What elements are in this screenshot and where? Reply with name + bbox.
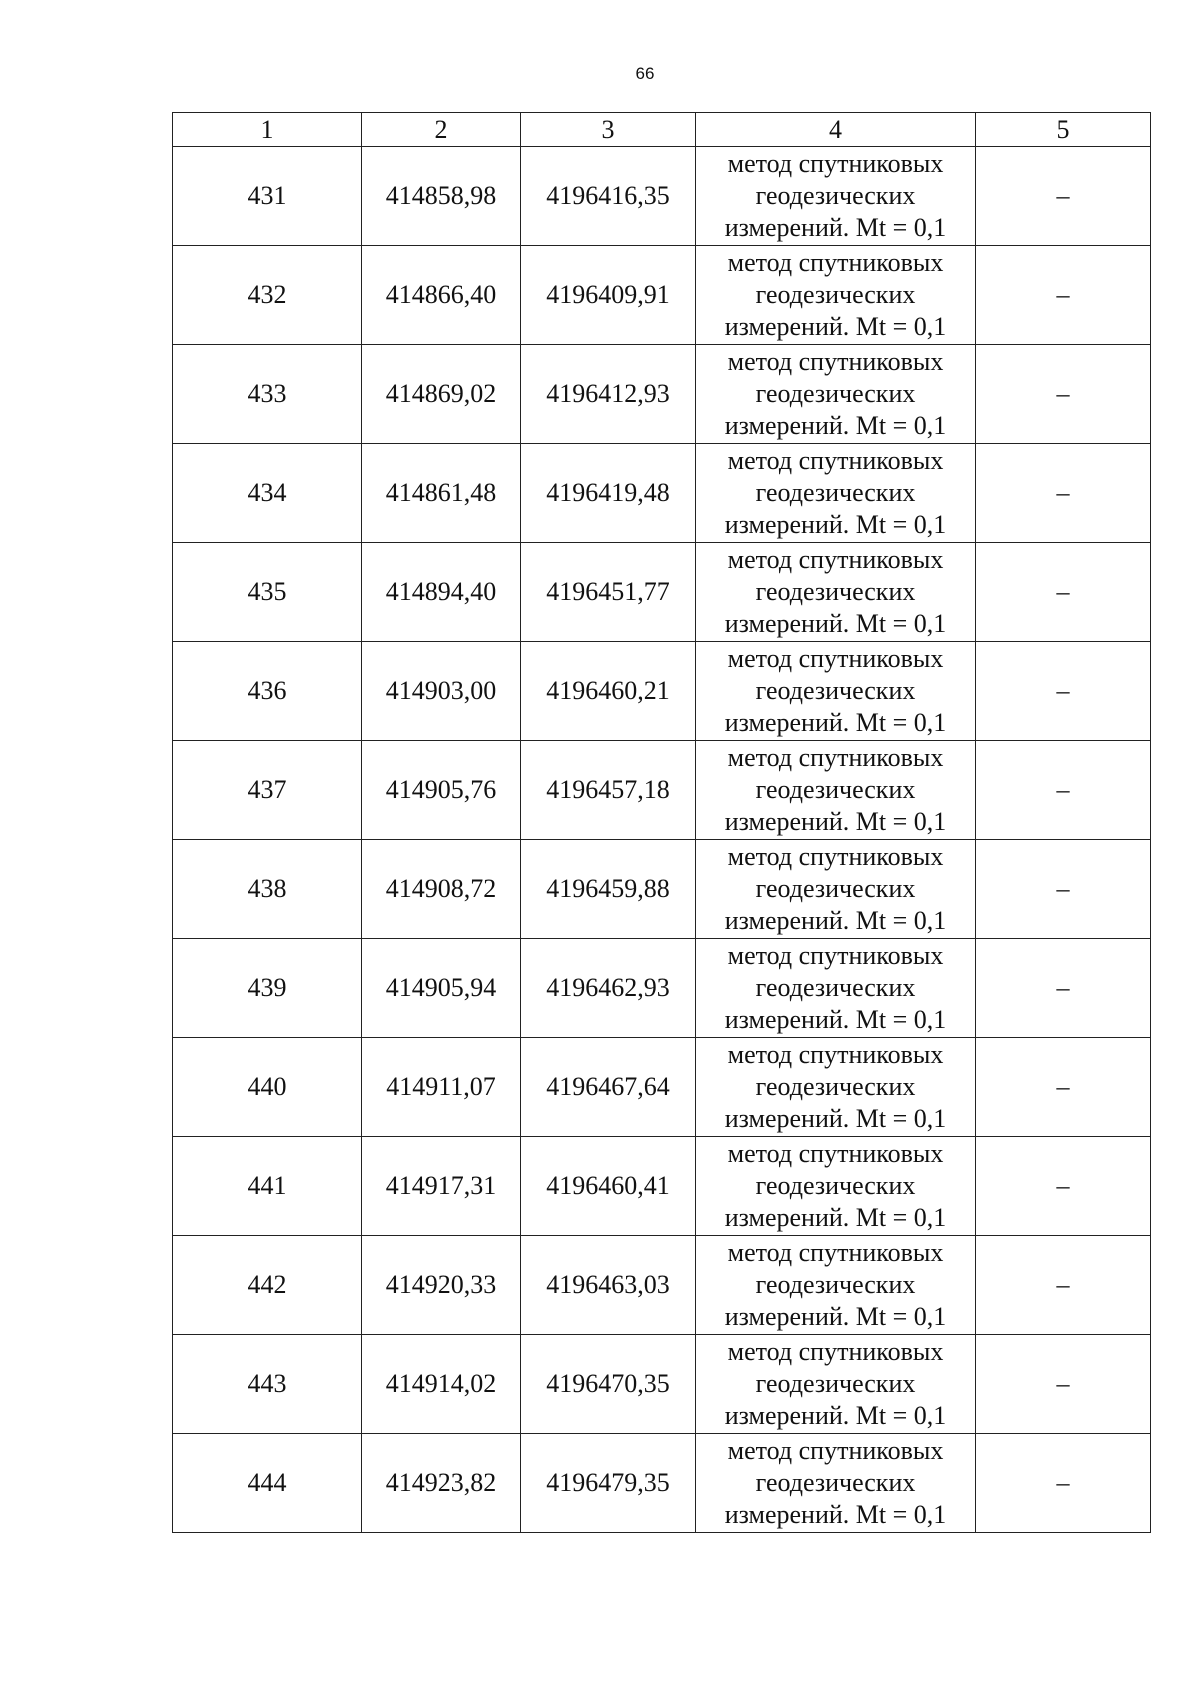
method-line: метод спутниковых	[727, 644, 944, 673]
note-cell: –	[976, 741, 1151, 840]
note-cell: –	[976, 1335, 1151, 1434]
y-coordinate-cell: 4196419,48	[521, 444, 696, 543]
method-line: метод спутниковых	[727, 743, 944, 772]
table-body	[173, 147, 1151, 1533]
column-header-3: 3	[521, 113, 696, 147]
x-coordinate-cell: 414923,82	[362, 1434, 521, 1533]
method-line: измерений. Mt = 0,1	[724, 1104, 947, 1133]
method-line: метод спутниковых	[727, 446, 944, 475]
method-line: метод спутниковых	[727, 842, 944, 871]
y-coordinate-cell: 4196416,35	[521, 147, 696, 246]
method-cell	[696, 246, 976, 345]
note-cell: –	[976, 444, 1151, 543]
method-line: геодезических	[755, 775, 916, 804]
note-cell: –	[976, 246, 1151, 345]
table-row	[173, 642, 1151, 741]
table-row	[173, 939, 1151, 1038]
method-line: измерений. Mt = 0,1	[724, 906, 947, 935]
table-row	[173, 1434, 1151, 1533]
method-line: метод спутниковых	[727, 248, 944, 277]
note-cell: –	[976, 642, 1151, 741]
method-line: геодезических	[755, 1072, 916, 1101]
method-line: геодезических	[755, 1270, 916, 1299]
method-cell	[696, 444, 976, 543]
point-number-cell: 433	[173, 345, 362, 444]
method-line: метод спутниковых	[727, 149, 944, 178]
table-row	[173, 543, 1151, 642]
x-coordinate-cell: 414903,00	[362, 642, 521, 741]
method-line: геодезических	[755, 1171, 916, 1200]
method-line: геодезических	[755, 181, 916, 210]
note-cell: –	[976, 1038, 1151, 1137]
point-number-cell: 435	[173, 543, 362, 642]
method-cell	[696, 543, 976, 642]
note-cell: –	[976, 1236, 1151, 1335]
y-coordinate-cell: 4196409,91	[521, 246, 696, 345]
table-row	[173, 1137, 1151, 1236]
method-line: геодезических	[755, 280, 916, 309]
method-line: метод спутниковых	[727, 1139, 944, 1168]
method-line: метод спутниковых	[727, 1436, 944, 1465]
method-line: измерений. Mt = 0,1	[724, 213, 947, 242]
method-line: геодезических	[755, 478, 916, 507]
table-row	[173, 1038, 1151, 1137]
column-header-5: 5	[976, 113, 1151, 147]
method-line: метод спутниковых	[727, 1337, 944, 1366]
method-line: геодезических	[755, 379, 916, 408]
x-coordinate-cell: 414914,02	[362, 1335, 521, 1434]
method-line: измерений. Mt = 0,1	[724, 1500, 947, 1529]
point-number-cell: 434	[173, 444, 362, 543]
note-cell: –	[976, 1137, 1151, 1236]
x-coordinate-cell: 414894,40	[362, 543, 521, 642]
method-line: метод спутниковых	[727, 941, 944, 970]
point-number-cell: 437	[173, 741, 362, 840]
y-coordinate-cell: 4196470,35	[521, 1335, 696, 1434]
note-cell: –	[976, 543, 1151, 642]
table-row	[173, 444, 1151, 543]
method-line: измерений. Mt = 0,1	[724, 807, 947, 836]
x-coordinate-cell: 414905,94	[362, 939, 521, 1038]
x-coordinate-cell: 414869,02	[362, 345, 521, 444]
method-line: геодезических	[755, 676, 916, 705]
method-line: измерений. Mt = 0,1	[724, 708, 947, 737]
y-coordinate-cell: 4196463,03	[521, 1236, 696, 1335]
point-number-cell: 440	[173, 1038, 362, 1137]
column-header-1: 1	[173, 113, 362, 147]
method-line: измерений. Mt = 0,1	[724, 510, 947, 539]
table-row	[173, 741, 1151, 840]
note-cell: –	[976, 147, 1151, 246]
table-row	[173, 1335, 1151, 1434]
note-cell: –	[976, 939, 1151, 1038]
method-line: метод спутниковых	[727, 545, 944, 574]
note-cell: –	[976, 1434, 1151, 1533]
y-coordinate-cell: 4196457,18	[521, 741, 696, 840]
column-header-4: 4	[696, 113, 976, 147]
y-coordinate-cell: 4196460,21	[521, 642, 696, 741]
method-line: измерений. Mt = 0,1	[724, 609, 947, 638]
note-cell: –	[976, 840, 1151, 939]
table-row	[173, 147, 1151, 246]
table-header-row	[173, 113, 1151, 147]
point-number-cell: 439	[173, 939, 362, 1038]
point-number-cell: 431	[173, 147, 362, 246]
method-cell	[696, 1434, 976, 1533]
table-row	[173, 246, 1151, 345]
column-header-2: 2	[362, 113, 521, 147]
method-line: измерений. Mt = 0,1	[724, 1302, 947, 1331]
method-cell	[696, 1038, 976, 1137]
point-number-cell: 436	[173, 642, 362, 741]
method-line: метод спутниковых	[727, 1238, 944, 1267]
x-coordinate-cell: 414920,33	[362, 1236, 521, 1335]
method-line: геодезических	[755, 973, 916, 1002]
table-row	[173, 840, 1151, 939]
x-coordinate-cell: 414858,98	[362, 147, 521, 246]
method-line: геодезических	[755, 874, 916, 903]
table-row	[173, 1236, 1151, 1335]
table-row	[173, 345, 1151, 444]
x-coordinate-cell: 414911,07	[362, 1038, 521, 1137]
method-line: геодезических	[755, 1369, 916, 1398]
method-line: геодезических	[755, 577, 916, 606]
coordinates-table	[172, 112, 1151, 1533]
method-line: измерений. Mt = 0,1	[724, 1203, 947, 1232]
x-coordinate-cell: 414908,72	[362, 840, 521, 939]
method-cell	[696, 741, 976, 840]
method-line: измерений. Mt = 0,1	[724, 1401, 947, 1430]
point-number-cell: 442	[173, 1236, 362, 1335]
y-coordinate-cell: 4196467,64	[521, 1038, 696, 1137]
method-line: метод спутниковых	[727, 347, 944, 376]
method-line: измерений. Mt = 0,1	[724, 312, 947, 341]
y-coordinate-cell: 4196460,41	[521, 1137, 696, 1236]
point-number-cell: 438	[173, 840, 362, 939]
method-cell	[696, 1236, 976, 1335]
point-number-cell: 444	[173, 1434, 362, 1533]
x-coordinate-cell: 414866,40	[362, 246, 521, 345]
method-cell	[696, 147, 976, 246]
method-line: метод спутниковых	[727, 1040, 944, 1069]
y-coordinate-cell: 4196412,93	[521, 345, 696, 444]
note-cell: –	[976, 345, 1151, 444]
point-number-cell: 432	[173, 246, 362, 345]
x-coordinate-cell: 414905,76	[362, 741, 521, 840]
point-number-cell: 443	[173, 1335, 362, 1434]
x-coordinate-cell: 414917,31	[362, 1137, 521, 1236]
y-coordinate-cell: 4196451,77	[521, 543, 696, 642]
method-cell	[696, 642, 976, 741]
method-cell	[696, 1335, 976, 1434]
method-cell	[696, 840, 976, 939]
y-coordinate-cell: 4196479,35	[521, 1434, 696, 1533]
y-coordinate-cell: 4196459,88	[521, 840, 696, 939]
method-cell	[696, 1137, 976, 1236]
point-number-cell: 441	[173, 1137, 362, 1236]
method-cell	[696, 939, 976, 1038]
method-line: геодезических	[755, 1468, 916, 1497]
method-line: измерений. Mt = 0,1	[724, 411, 947, 440]
method-line: измерений. Mt = 0,1	[724, 1005, 947, 1034]
method-cell	[696, 345, 976, 444]
x-coordinate-cell: 414861,48	[362, 444, 521, 543]
page-number: 66	[635, 64, 655, 83]
y-coordinate-cell: 4196462,93	[521, 939, 696, 1038]
